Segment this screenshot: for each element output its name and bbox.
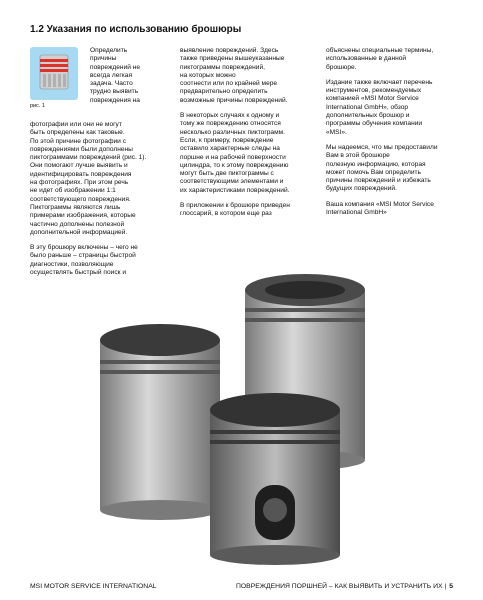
footer-left: MSI MOTOR SERVICE INTERNATIONAL (30, 582, 157, 590)
page-title: 1.2 Указания по использованию брошюры (30, 24, 242, 35)
page-footer (30, 580, 453, 592)
paragraph: Ваша компания «MSI Motor Service International GmbH» (326, 200, 434, 217)
column-2 (180, 47, 308, 226)
paragraph: В приложении к брошюре приведен глоссарий, в котором еще раз (180, 202, 290, 218)
column-3 (326, 47, 454, 224)
paragraph: В некоторых случаях к одному и тому же повреждению относятся несколько различных пиктограмм. Если, к примеру, повреждение оставило характерные следы на поршне и на рабочей поверхности цилиндра, то к этому повреждению могут быть две пиктограммы с соответствующими элементами и их характеристиками повреждений. (180, 112, 290, 194)
paragraph: фотографии или они не могут быть определены как таковые. По этой причине фотографии с повреждениями были дополнены пиктограммами повреждений (рис. 1). Они помогают лучше выявить и идентифицировать повреждения на фотографиях. При этом речь не идет об изображении 1:1 соответствующего повреждения. Пиктограммы являются лишь примерами изображения, которые частично дополнены полезной дополнительной информацией. (30, 121, 147, 236)
page-number: 5 (449, 582, 453, 590)
piston-pictogram-icon (30, 47, 78, 100)
paragraph: объяснены специальные термины, использованные в данной брошюре. (326, 47, 434, 71)
paragraph: Мы надеемся, что мы предоставили Вам в этой брошюре полезную информацию, которая может помочь Вам определить причины повреждений и избежать будущих повреждений. (326, 143, 438, 193)
paragraph: В эту брошюру включены – чего не было раньше – страницы быстрой диагностики, позволяющие осуществлять быстрый поиск и (30, 244, 138, 277)
paragraph: выявление повреждений. Здесь также приведены вышеуказанные пиктограммы повреждений, на которых можно соотнести или по крайней мере предварительно определить возможные причины повреждений. (180, 47, 288, 104)
figure-1 (30, 47, 78, 111)
intro-text: Определить причины повреждений не всегда легкая задача. Часто трудно выявить повреждения на (90, 47, 141, 104)
paragraph: Издание также включает перечень инструментов, рекомендуемых компанией «MSI Motor Service International GmbH», обзор дополнительных брошюр и программы обучения компании «MSI». (326, 78, 433, 136)
footer-title: ПОВРЕЖДЕНИЯ ПОРШНЕЙ – КАК ВЫЯВИТЬ И УСТРАНИТЬ ИХ | (236, 582, 447, 590)
figure-caption: рис. 1 (30, 103, 45, 109)
damaged-pistons-photo (70, 270, 410, 570)
footer-right (236, 583, 453, 590)
